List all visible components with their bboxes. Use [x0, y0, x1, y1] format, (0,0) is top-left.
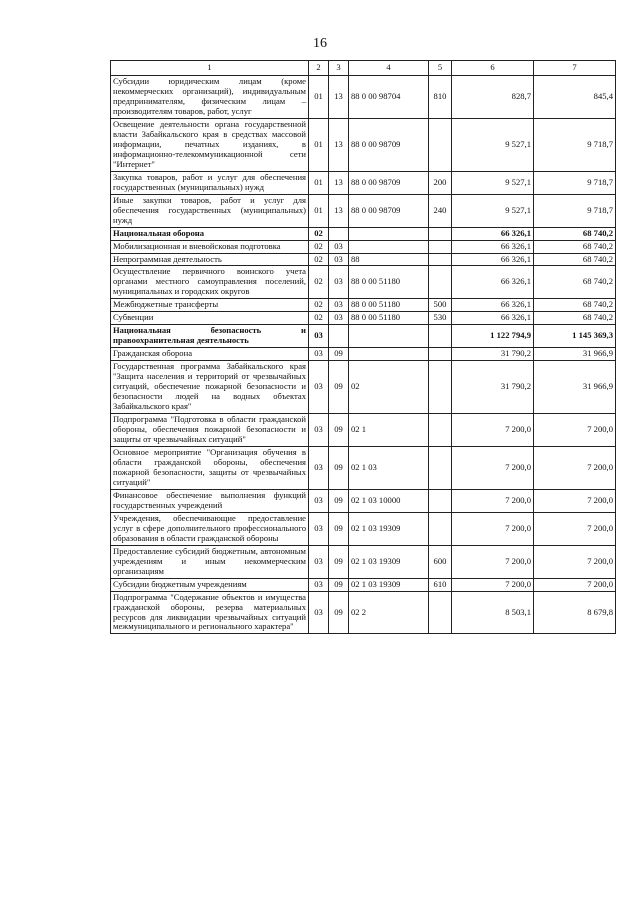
amount-year1-cell: 66 326,1 — [452, 227, 534, 240]
amount-year2-cell: 8 679,8 — [534, 591, 616, 634]
target-article-cell: 02 1 03 19309 — [349, 578, 429, 591]
expense-name-cell: Мобилизационная и вневойсковая подготовка — [111, 240, 309, 253]
section-code-cell: 02 — [309, 312, 329, 325]
subsection-code-cell: 09 — [329, 545, 349, 578]
target-article-cell: 02 1 03 10000 — [349, 489, 429, 512]
expense-name-cell: Подпрограмма "Подготовка в области гражданской обороны, обеспечения пожарной безопасности и защиты от чрезвычайных ситуаций" — [111, 414, 309, 447]
section-code-cell: 01 — [309, 171, 329, 194]
column-header: 2 — [309, 61, 329, 76]
section-code-cell: 01 — [309, 76, 329, 119]
amount-year1-cell: 7 200,0 — [452, 414, 534, 447]
section-code-cell: 03 — [309, 512, 329, 545]
target-article-cell: 88 0 00 98709 — [349, 194, 429, 227]
expense-type-cell: 200 — [429, 171, 452, 194]
section-code-cell: 01 — [309, 194, 329, 227]
expense-type-cell — [429, 325, 452, 348]
expense-name-cell: Субсидии юридическим лицам (кроме некоммерческих организаций), индивидуальным предпринимателям, физическим лицам – производителям товаров, работ, услуг — [111, 76, 309, 119]
amount-year2-cell: 1 145 369,3 — [534, 325, 616, 348]
expense-name-cell: Субвенции — [111, 312, 309, 325]
target-article-cell: 02 1 03 19309 — [349, 512, 429, 545]
expense-type-cell — [429, 348, 452, 361]
expense-type-cell: 240 — [429, 194, 452, 227]
amount-year2-cell: 7 200,0 — [534, 512, 616, 545]
expense-name-cell: Национальная безопасность и правоохранительная деятельность — [111, 325, 309, 348]
amount-year1-cell: 31 790,2 — [452, 348, 534, 361]
subsection-code-cell: 09 — [329, 578, 349, 591]
amount-year2-cell: 68 740,2 — [534, 312, 616, 325]
amount-year1-cell: 31 790,2 — [452, 361, 534, 414]
target-article-cell: 02 1 03 19309 — [349, 545, 429, 578]
table-row — [111, 414, 616, 447]
expense-type-cell — [429, 361, 452, 414]
amount-year2-cell: 31 966,9 — [534, 348, 616, 361]
subsection-code-cell — [329, 325, 349, 348]
expense-type-cell — [429, 512, 452, 545]
section-code-cell: 03 — [309, 446, 329, 489]
target-article-cell: 02 1 — [349, 414, 429, 447]
amount-year1-cell: 66 326,1 — [452, 299, 534, 312]
table-row — [111, 348, 616, 361]
section-code-cell: 02 — [309, 227, 329, 240]
subsection-code-cell: 03 — [329, 240, 349, 253]
section-code-cell: 03 — [309, 325, 329, 348]
section-code-cell: 03 — [309, 414, 329, 447]
amount-year1-cell: 66 326,1 — [452, 312, 534, 325]
amount-year1-cell: 7 200,0 — [452, 446, 534, 489]
amount-year2-cell: 9 718,7 — [534, 171, 616, 194]
expense-type-cell: 610 — [429, 578, 452, 591]
section-code-cell: 02 — [309, 240, 329, 253]
expense-type-cell — [429, 227, 452, 240]
amount-year2-cell: 9 718,7 — [534, 118, 616, 171]
table-row — [111, 545, 616, 578]
target-article-cell: 88 0 00 51180 — [349, 266, 429, 299]
amount-year1-cell: 9 527,1 — [452, 194, 534, 227]
subsection-code-cell: 09 — [329, 489, 349, 512]
amount-year2-cell: 31 966,9 — [534, 361, 616, 414]
expense-type-cell: 500 — [429, 299, 452, 312]
amount-year2-cell: 7 200,0 — [534, 578, 616, 591]
column-header: 4 — [349, 61, 429, 76]
column-header: 7 — [534, 61, 616, 76]
expense-name-cell: Межбюджетные трансферты — [111, 299, 309, 312]
amount-year1-cell: 9 527,1 — [452, 118, 534, 171]
table-row — [111, 227, 616, 240]
subsection-code-cell: 09 — [329, 512, 349, 545]
table-row — [111, 299, 616, 312]
section-code-cell: 02 — [309, 266, 329, 299]
target-article-cell: 88 0 00 51180 — [349, 299, 429, 312]
column-header: 1 — [111, 61, 309, 76]
subsection-code-cell: 03 — [329, 299, 349, 312]
subsection-code-cell: 13 — [329, 118, 349, 171]
expense-name-cell: Учреждения, обеспечивающие предоставление услуг в сфере дополнительного профессионального образования в области гражданской обороны — [111, 512, 309, 545]
column-header: 3 — [329, 61, 349, 76]
target-article-cell: 88 — [349, 253, 429, 266]
subsection-code-cell — [329, 227, 349, 240]
amount-year2-cell: 68 740,2 — [534, 240, 616, 253]
amount-year1-cell: 1 122 794,9 — [452, 325, 534, 348]
target-article-cell — [349, 325, 429, 348]
subsection-code-cell: 13 — [329, 171, 349, 194]
expense-name-cell: Закупка товаров, работ и услуг для обеспечения государственных (муниципальных) нужд — [111, 171, 309, 194]
expense-type-cell — [429, 591, 452, 634]
table-row — [111, 446, 616, 489]
expense-type-cell — [429, 266, 452, 299]
table-row — [111, 118, 616, 171]
table-row — [111, 240, 616, 253]
amount-year1-cell: 66 326,1 — [452, 240, 534, 253]
section-code-cell: 03 — [309, 545, 329, 578]
expense-type-cell — [429, 414, 452, 447]
expense-name-cell: Предоставление субсидий бюджетным, автономным учреждениям и иным некоммерческим организациям — [111, 545, 309, 578]
subsection-code-cell: 09 — [329, 361, 349, 414]
table-row — [111, 578, 616, 591]
section-code-cell: 03 — [309, 348, 329, 361]
table-row — [111, 489, 616, 512]
amount-year2-cell: 9 718,7 — [534, 194, 616, 227]
target-article-cell: 88 0 00 51180 — [349, 312, 429, 325]
amount-year2-cell: 7 200,0 — [534, 414, 616, 447]
table-row — [111, 591, 616, 634]
target-article-cell: 88 0 00 98709 — [349, 118, 429, 171]
amount-year1-cell: 828,7 — [452, 76, 534, 119]
target-article-cell — [349, 348, 429, 361]
expense-name-cell: Гражданская оборона — [111, 348, 309, 361]
expense-name-cell: Непрограммная деятельность — [111, 253, 309, 266]
column-header: 5 — [429, 61, 452, 76]
subsection-code-cell: 13 — [329, 76, 349, 119]
table-row — [111, 512, 616, 545]
table-row — [111, 76, 616, 119]
section-code-cell: 02 — [309, 253, 329, 266]
expense-name-cell: Основное мероприятие "Организация обучения в области гражданской обороны, обеспечения пожарной безопасности, защиты от чрезвычайных ситуаций" — [111, 446, 309, 489]
header-row — [111, 61, 616, 76]
subsection-code-cell: 13 — [329, 194, 349, 227]
amount-year2-cell: 68 740,2 — [534, 227, 616, 240]
subsection-code-cell: 03 — [329, 312, 349, 325]
amount-year1-cell: 9 527,1 — [452, 171, 534, 194]
amount-year1-cell: 7 200,0 — [452, 578, 534, 591]
expense-type-cell — [429, 489, 452, 512]
budget-table — [110, 60, 616, 634]
table-row — [111, 194, 616, 227]
amount-year1-cell: 66 326,1 — [452, 253, 534, 266]
expense-type-cell — [429, 240, 452, 253]
target-article-cell: 88 0 00 98709 — [349, 171, 429, 194]
table-row — [111, 253, 616, 266]
page-number: 16 — [313, 36, 327, 51]
amount-year1-cell: 7 200,0 — [452, 489, 534, 512]
section-code-cell: 02 — [309, 299, 329, 312]
section-code-cell: 01 — [309, 118, 329, 171]
column-header: 6 — [452, 61, 534, 76]
expense-name-cell: Освещение деятельности органа государственной власти Забайкальского края в средствах массовой информации, печатных изданиях, в информационно-телекоммуникационной сети "Интернет" — [111, 118, 309, 171]
expense-type-cell — [429, 118, 452, 171]
expense-name-cell: Государственная программа Забайкальского края "Защита населения и территорий от чрезвычайных ситуаций, обеспечение пожарной безопасности и безопасности людей на водных объектах Забайкальского края" — [111, 361, 309, 414]
table-row — [111, 171, 616, 194]
expense-type-cell — [429, 253, 452, 266]
expense-type-cell: 810 — [429, 76, 452, 119]
target-article-cell: 02 2 — [349, 591, 429, 634]
expense-name-cell: Осуществление первичного воинского учета органами местного самоуправления поселений, муниципальных и городских округов — [111, 266, 309, 299]
subsection-code-cell: 03 — [329, 253, 349, 266]
section-code-cell: 03 — [309, 591, 329, 634]
subsection-code-cell: 09 — [329, 348, 349, 361]
target-article-cell: 88 0 00 98704 — [349, 76, 429, 119]
target-article-cell — [349, 240, 429, 253]
expense-type-cell: 530 — [429, 312, 452, 325]
section-code-cell: 03 — [309, 489, 329, 512]
expense-name-cell: Национальная оборона — [111, 227, 309, 240]
expense-name-cell: Субсидии бюджетным учреждениям — [111, 578, 309, 591]
table-row — [111, 361, 616, 414]
target-article-cell — [349, 227, 429, 240]
expense-type-cell — [429, 446, 452, 489]
target-article-cell: 02 1 03 — [349, 446, 429, 489]
amount-year2-cell: 68 740,2 — [534, 253, 616, 266]
subsection-code-cell: 09 — [329, 414, 349, 447]
table-row — [111, 266, 616, 299]
table-row — [111, 325, 616, 348]
amount-year2-cell: 845,4 — [534, 76, 616, 119]
table-row — [111, 312, 616, 325]
section-code-cell: 03 — [309, 361, 329, 414]
expense-type-cell: 600 — [429, 545, 452, 578]
subsection-code-cell: 09 — [329, 446, 349, 489]
amount-year1-cell: 7 200,0 — [452, 512, 534, 545]
subsection-code-cell: 03 — [329, 266, 349, 299]
target-article-cell: 02 — [349, 361, 429, 414]
amount-year1-cell: 7 200,0 — [452, 545, 534, 578]
amount-year1-cell: 66 326,1 — [452, 266, 534, 299]
amount-year2-cell: 68 740,2 — [534, 266, 616, 299]
amount-year2-cell: 68 740,2 — [534, 299, 616, 312]
subsection-code-cell: 09 — [329, 591, 349, 634]
amount-year1-cell: 8 503,1 — [452, 591, 534, 634]
section-code-cell: 03 — [309, 578, 329, 591]
expense-name-cell: Финансовое обеспечение выполнения функций государственных учреждений — [111, 489, 309, 512]
amount-year2-cell: 7 200,0 — [534, 489, 616, 512]
expense-name-cell: Иные закупки товаров, работ и услуг для обеспечения государственных (муниципальных) нужд — [111, 194, 309, 227]
amount-year2-cell: 7 200,0 — [534, 446, 616, 489]
expense-name-cell: Подпрограмма "Содержание объектов и имущества гражданской обороны, резерва материальных ресурсов для ликвидации чрезвычайных ситуаций межмуниципального и регионального характера" — [111, 591, 309, 634]
amount-year2-cell: 7 200,0 — [534, 545, 616, 578]
